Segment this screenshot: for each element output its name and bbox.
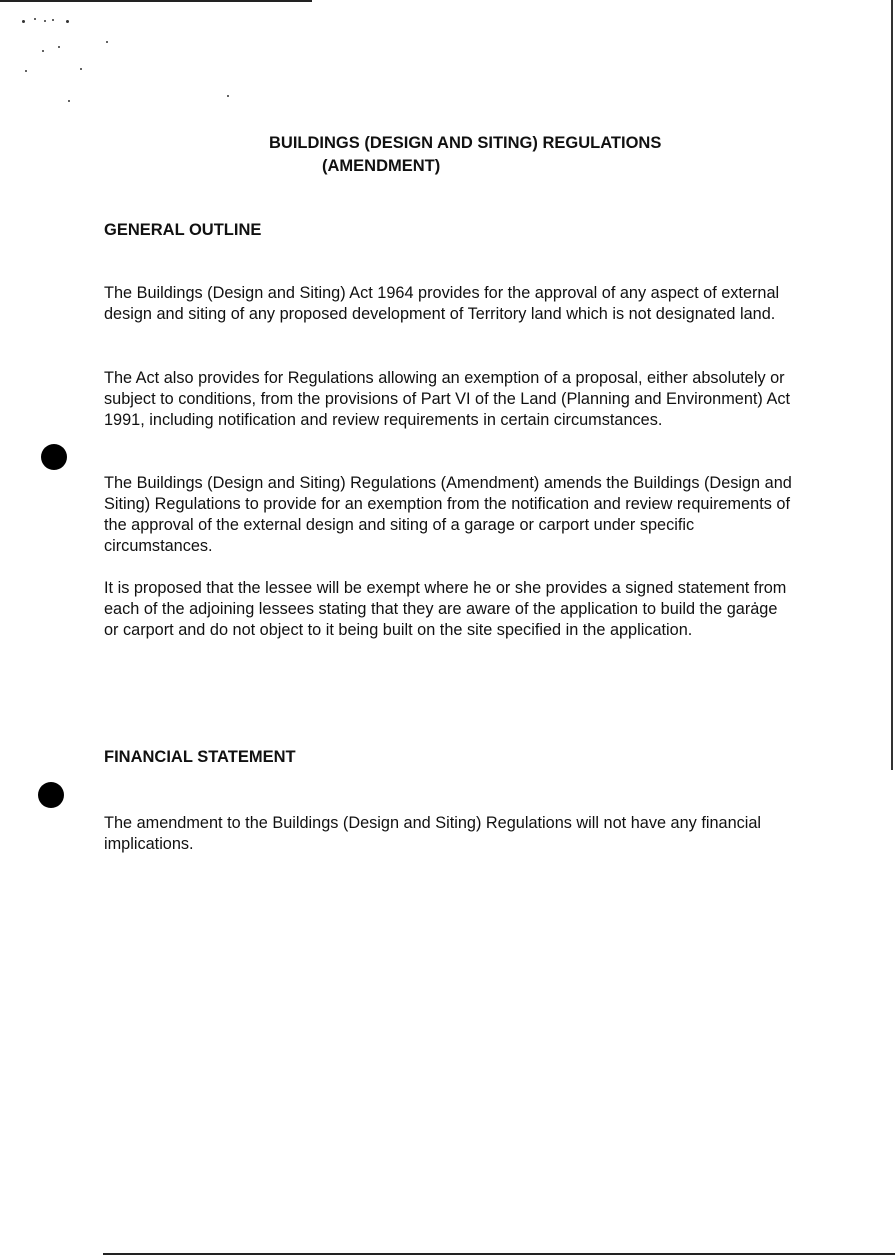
paragraph: The Act also provides for Regulations allowing an exemption of a proposal, either absolutely or subject to conditions, from the provisions of Part VI of the Land (Planning and Environment) Act 1991, including notification and review requirements in certain circumstances.	[104, 369, 790, 429]
scan-speck	[106, 41, 108, 43]
title-line-1: BUILDINGS (DESIGN AND SITING) REGULATIONS	[269, 134, 662, 152]
scan-speck	[22, 20, 25, 23]
scan-border-bottom	[103, 1253, 895, 1255]
scan-speck	[44, 20, 46, 22]
punch-hole	[41, 444, 67, 470]
scan-speck	[227, 95, 229, 97]
scan-speck	[66, 20, 69, 23]
scan-speck	[25, 70, 27, 72]
scan-speck	[68, 100, 70, 102]
paragraph: The Buildings (Design and Siting) Act 1964 provides for the approval of any aspect of external design and siting of any proposed development of Territory land which is not designated land.	[104, 284, 780, 323]
scan-border-top	[0, 0, 312, 2]
paragraph: It is proposed that the lessee will be exempt where he or she provides a signed statement from each of the adjoining lessees stating that they are aware of the application to build the garage or carport and do not object to it being built on the site specified in the application.	[104, 579, 787, 639]
paragraph: The amendment to the Buildings (Design and Siting) Regulations will not have any financial implications.	[104, 814, 762, 853]
scan-border-right	[891, 0, 893, 770]
scan-speck	[52, 19, 54, 21]
title-line-2: (AMENDMENT)	[322, 157, 441, 175]
scan-speck	[58, 46, 60, 48]
section-heading-financial-statement: FINANCIAL STATEMENT	[104, 748, 296, 766]
document-title	[269, 132, 661, 178]
scan-speck	[34, 18, 36, 20]
paragraph: The Buildings (Design and Siting) Regulations (Amendment) amends the Buildings (Design and Siting) Regulations to provide for an exemption from the notification and review requirements of the approval of the external design and siting of a garage or carport under specific circumstances.	[104, 474, 792, 555]
scan-speck	[42, 50, 44, 52]
punch-hole	[38, 782, 64, 808]
section-heading-general-outline: GENERAL OUTLINE	[104, 221, 262, 239]
scan-speck	[80, 68, 82, 70]
